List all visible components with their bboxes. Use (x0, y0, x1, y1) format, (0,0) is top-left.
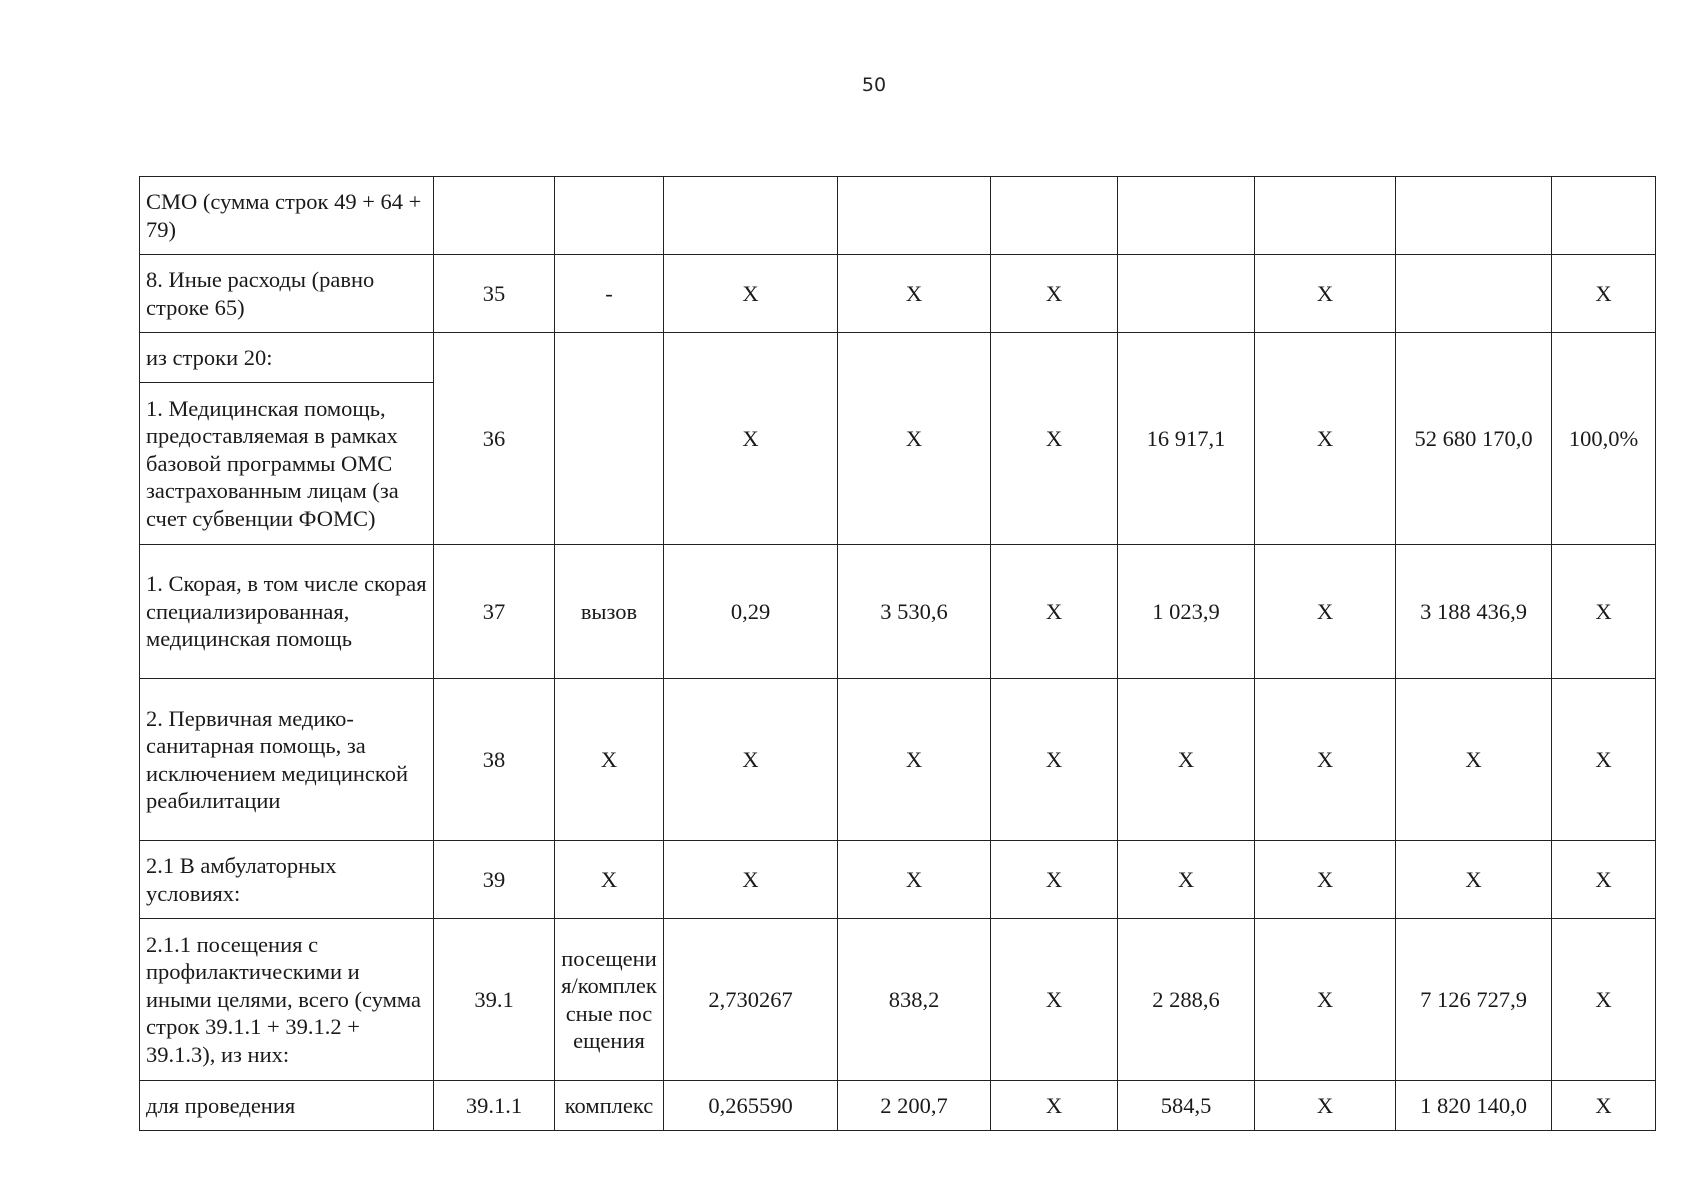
value-cell: X (991, 545, 1118, 679)
value-cell (1118, 177, 1255, 255)
value-cell: X (664, 841, 838, 919)
table-row (140, 1081, 1656, 1131)
value-cell: X (1255, 255, 1396, 333)
value-cell: 584,5 (1118, 1081, 1255, 1131)
value-cell: 1 023,9 (1118, 545, 1255, 679)
row-label: для проведения (140, 1081, 434, 1131)
value-cell: X (1255, 1081, 1396, 1131)
row-label: из строки 20: (140, 333, 434, 383)
value-cell: 0,29 (664, 545, 838, 679)
value-cell (1552, 177, 1656, 255)
value-cell (991, 177, 1118, 255)
value-cell: X (991, 255, 1118, 333)
value-cell: X (1255, 545, 1396, 679)
value-cell: 838,2 (838, 919, 991, 1081)
value-cell (1396, 177, 1552, 255)
value-cell: X (1552, 919, 1656, 1081)
line-number-cell (434, 177, 555, 255)
value-cell: X (1255, 919, 1396, 1081)
value-cell: X (664, 333, 838, 545)
value-cell: 1 820 140,0 (1396, 1081, 1552, 1131)
value-cell (838, 177, 991, 255)
value-cell: 16 917,1 (1118, 333, 1255, 545)
line-number-cell: 39.1.1 (434, 1081, 555, 1131)
table-row (140, 841, 1656, 919)
table-body (140, 177, 1656, 1131)
value-cell: X (991, 333, 1118, 545)
value-cell: X (1255, 333, 1396, 545)
line-number-cell: 38 (434, 679, 555, 841)
value-cell (1255, 177, 1396, 255)
value-cell (664, 177, 838, 255)
report-table (139, 176, 1656, 1131)
table-row (140, 177, 1656, 255)
row-label: 2. Первичная медико-санитарная помощь, за исключением медицинской реабилитации (140, 679, 434, 841)
value-cell: X (664, 679, 838, 841)
value-cell: X (838, 679, 991, 841)
value-cell: X (1396, 841, 1552, 919)
value-cell: X (991, 841, 1118, 919)
line-number-cell: 36 (434, 333, 555, 545)
row-label: 8. Иные расходы (равно строке 65) (140, 255, 434, 333)
unit-cell: посещения/комплексные посещения (555, 919, 664, 1081)
row-label: 1. Медицинская помощь, предоставляемая в рамках базовой программы ОМС застрахованным лицам (за счет субвенции ФОМС) (140, 383, 434, 545)
value-cell (1396, 255, 1552, 333)
unit-cell: комплекс (555, 1081, 664, 1131)
table-row (140, 333, 1656, 383)
value-cell: X (1552, 255, 1656, 333)
value-cell: 0,265590 (664, 1081, 838, 1131)
value-cell (1118, 255, 1255, 333)
table-row (140, 255, 1656, 333)
value-cell: X (991, 919, 1118, 1081)
value-cell: X (1552, 679, 1656, 841)
value-cell: 3 530,6 (838, 545, 991, 679)
row-label: 2.1.1 посещения с профилактическими и иными целями, всего (сумма строк 39.1.1 + 39.1.2 + 39.1.3), из них: (140, 919, 434, 1081)
value-cell: 3 188 436,9 (1396, 545, 1552, 679)
line-number-cell: 35 (434, 255, 555, 333)
value-cell: X (1118, 841, 1255, 919)
value-cell: X (1552, 545, 1656, 679)
unit-cell: X (555, 679, 664, 841)
value-cell: X (838, 841, 991, 919)
value-cell: 2 200,7 (838, 1081, 991, 1131)
table-row (140, 919, 1656, 1081)
unit-cell (555, 333, 664, 545)
line-number-cell: 39 (434, 841, 555, 919)
value-cell: X (1552, 841, 1656, 919)
line-number-cell: 39.1 (434, 919, 555, 1081)
row-label: 1. Скорая, в том числе скорая специализированная, медицинская помощь (140, 545, 434, 679)
unit-cell (555, 177, 664, 255)
value-cell: X (1255, 841, 1396, 919)
value-cell: X (838, 333, 991, 545)
value-cell: X (991, 1081, 1118, 1131)
unit-cell: вызов (555, 545, 664, 679)
value-cell: 7 126 727,9 (1396, 919, 1552, 1081)
unit-cell: - (555, 255, 664, 333)
unit-cell: X (555, 841, 664, 919)
value-cell: 2,730267 (664, 919, 838, 1081)
value-cell: X (1255, 679, 1396, 841)
page-number: 50 (861, 74, 887, 96)
value-cell: X (1552, 1081, 1656, 1131)
table-row (140, 545, 1656, 679)
value-cell: X (991, 679, 1118, 841)
table-row (140, 679, 1656, 841)
line-number-cell: 37 (434, 545, 555, 679)
row-label: СМО (сумма строк 49 + 64 + 79) (140, 177, 434, 255)
value-cell: X (1118, 679, 1255, 841)
value-cell: X (664, 255, 838, 333)
value-cell: X (838, 255, 991, 333)
row-label: 2.1 В амбулаторных условиях: (140, 841, 434, 919)
value-cell: 100,0% (1552, 333, 1656, 545)
value-cell: 2 288,6 (1118, 919, 1255, 1081)
value-cell: 52 680 170,0 (1396, 333, 1552, 545)
value-cell: X (1396, 679, 1552, 841)
